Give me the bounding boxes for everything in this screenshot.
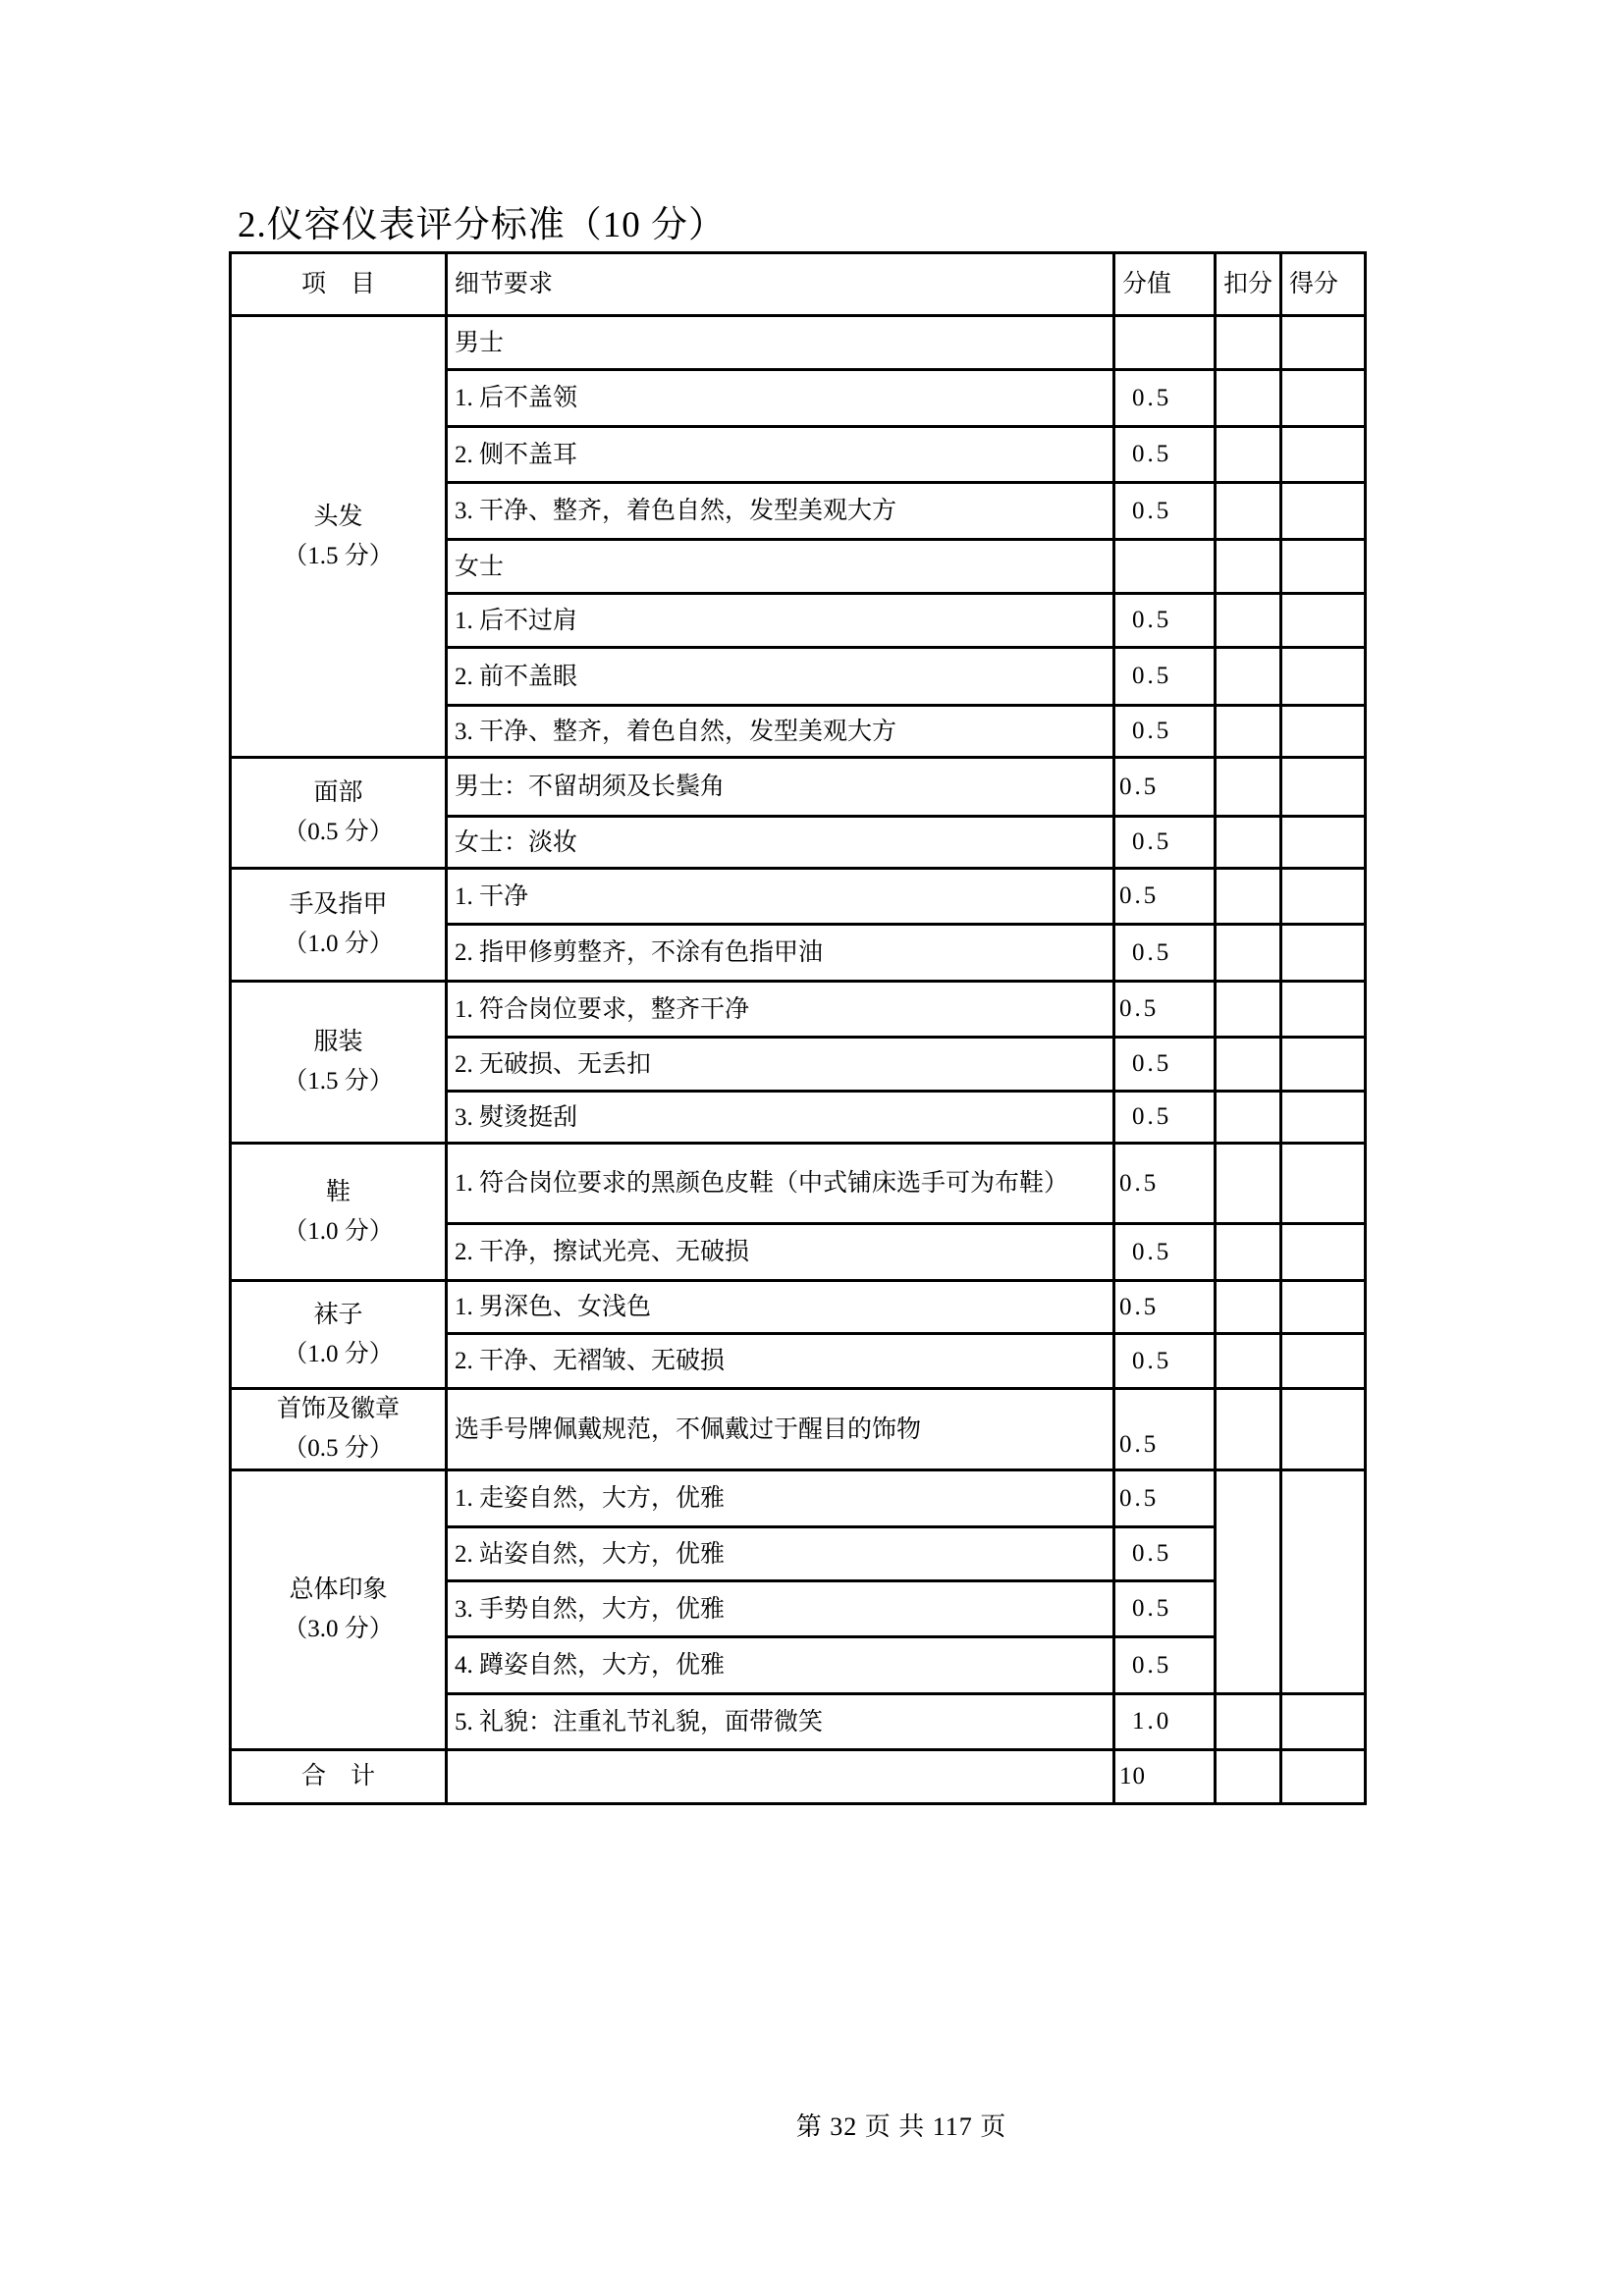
deduction-cell xyxy=(1216,1694,1281,1750)
table-row xyxy=(231,758,1366,817)
detail-cell: 4. 蹲姿自然，大方，优雅 xyxy=(447,1637,1114,1694)
detail-cell: 3. 干净、整齐，着色自然，发型美观大方 xyxy=(447,483,1114,540)
item-label: 鞋 xyxy=(325,1178,351,1205)
header-deduction: 扣分 xyxy=(1216,253,1281,316)
score-cell xyxy=(1281,706,1366,758)
score-cell xyxy=(1281,925,1366,982)
deduction-cell xyxy=(1216,370,1281,427)
table-row xyxy=(231,1389,1366,1470)
score-cell xyxy=(1281,1470,1366,1694)
score-cell xyxy=(1281,483,1366,540)
score-cell xyxy=(1281,1694,1366,1750)
value-cell: 0.5 xyxy=(1114,869,1216,925)
deduction-cell xyxy=(1216,1092,1281,1144)
item-cell xyxy=(231,1389,447,1470)
table-row xyxy=(231,1281,1366,1334)
item-points: （3.0 分） xyxy=(283,1616,394,1642)
item-points: （1.0 分） xyxy=(283,931,394,957)
table-row xyxy=(231,982,1366,1038)
item-cell xyxy=(231,758,447,869)
score-cell xyxy=(1281,1281,1366,1334)
score-cell xyxy=(1281,370,1366,427)
deduction-cell xyxy=(1216,925,1281,982)
detail-cell: 2. 前不盖眼 xyxy=(447,648,1114,706)
deduction-cell xyxy=(1216,706,1281,758)
deduction-cell xyxy=(1216,1334,1281,1389)
item-label: 袜子 xyxy=(313,1301,363,1328)
deduction-cell xyxy=(1216,1470,1281,1694)
value-cell: 0.5 xyxy=(1114,982,1216,1038)
deduction-cell xyxy=(1216,817,1281,869)
detail-cell: 1. 后不盖领 xyxy=(447,370,1114,427)
score-cell xyxy=(1281,316,1366,370)
value-cell: 0.5 xyxy=(1114,1581,1216,1637)
score-cell xyxy=(1281,1334,1366,1389)
detail-cell: 5. 礼貌：注重礼节礼貌，面带微笑 xyxy=(447,1694,1114,1750)
detail-cell: 女士：淡妆 xyxy=(447,817,1114,869)
item-points: （0.5 分） xyxy=(283,819,394,845)
item-cell xyxy=(231,869,447,982)
item-label: 面部 xyxy=(313,779,363,806)
item-label: 服装 xyxy=(313,1029,363,1055)
scoring-table xyxy=(229,251,1367,1805)
deduction-cell xyxy=(1216,1750,1281,1804)
item-points: （1.0 分） xyxy=(283,1217,394,1245)
value-cell: 0.5 xyxy=(1114,1470,1216,1527)
score-cell xyxy=(1281,1750,1366,1804)
detail-cell: 男士：不留胡须及长鬓角 xyxy=(447,758,1114,817)
value-cell: 0.5 xyxy=(1114,817,1216,869)
table-header-row xyxy=(231,253,1366,316)
detail-cell: 3. 干净、整齐，着色自然，发型美观大方 xyxy=(447,706,1114,758)
deduction-cell xyxy=(1216,1281,1281,1334)
value-cell: 0.5 xyxy=(1114,1038,1216,1092)
deduction-cell xyxy=(1216,1038,1281,1092)
detail-cell: 2. 干净、无褶皱、无破损 xyxy=(447,1334,1114,1389)
header-value: 分值 xyxy=(1114,253,1216,316)
deduction-cell xyxy=(1216,1224,1281,1281)
page-title: 2.仪容仪表评分标准（10 分） xyxy=(238,205,726,245)
detail-cell: 2. 无破损、无丢扣 xyxy=(447,1038,1114,1092)
detail-cell: 1. 干净 xyxy=(447,869,1114,925)
deduction-cell xyxy=(1216,648,1281,706)
detail-cell: 1. 走姿自然，大方，优雅 xyxy=(447,1470,1114,1527)
value-cell: 0.5 xyxy=(1114,483,1216,540)
value-cell: 0.5 xyxy=(1114,1527,1216,1581)
item-cell xyxy=(231,316,447,758)
table-row xyxy=(231,316,1366,370)
detail-cell: 3. 手势自然，大方，优雅 xyxy=(447,1581,1114,1637)
header-detail: 细节要求 xyxy=(447,253,1114,316)
detail-cell: 女士 xyxy=(447,540,1114,594)
item-points: （0.5 分） xyxy=(283,1435,394,1462)
value-cell: 0.5 xyxy=(1114,1637,1216,1694)
value-cell: 0.5 xyxy=(1114,1389,1216,1470)
value-cell: 0.5 xyxy=(1114,594,1216,648)
detail-cell: 3. 熨烫挺刮 xyxy=(447,1092,1114,1144)
header-score: 得分 xyxy=(1281,253,1366,316)
detail-cell: 1. 符合岗位要求，整齐干净 xyxy=(447,982,1114,1038)
deduction-cell xyxy=(1216,758,1281,817)
value-cell: 0.5 xyxy=(1114,1281,1216,1334)
detail-cell: 1. 后不过肩 xyxy=(447,594,1114,648)
score-cell xyxy=(1281,540,1366,594)
value-cell xyxy=(1114,316,1216,370)
score-cell xyxy=(1281,758,1366,817)
item-cell xyxy=(231,982,447,1144)
score-cell xyxy=(1281,1389,1366,1470)
item-label: 手及指甲 xyxy=(289,891,388,918)
value-cell xyxy=(1114,540,1216,594)
value-cell: 0.5 xyxy=(1114,1224,1216,1281)
value-cell: 0.5 xyxy=(1114,706,1216,758)
table-row xyxy=(231,1144,1366,1224)
score-cell xyxy=(1281,982,1366,1038)
deduction-cell xyxy=(1216,316,1281,370)
deduction-cell xyxy=(1216,1144,1281,1224)
detail-cell: 1. 男深色、女浅色 xyxy=(447,1281,1114,1334)
value-cell: 0.5 xyxy=(1114,925,1216,982)
total-value-cell: 10 xyxy=(1114,1750,1216,1804)
value-cell: 1.0 xyxy=(1114,1694,1216,1750)
deduction-cell xyxy=(1216,594,1281,648)
detail-cell: 2. 指甲修剪整齐，不涂有色指甲油 xyxy=(447,925,1114,982)
header-item: 项 目 xyxy=(231,253,447,316)
table-row xyxy=(231,1470,1366,1527)
score-cell xyxy=(1281,594,1366,648)
detail-cell: 1. 符合岗位要求的黑颜色皮鞋（中式铺床选手可为布鞋） xyxy=(447,1144,1114,1224)
total-label-cell: 合 计 xyxy=(231,1750,447,1804)
detail-cell: 2. 侧不盖耳 xyxy=(447,427,1114,483)
score-cell xyxy=(1281,648,1366,706)
item-cell xyxy=(231,1470,447,1750)
score-cell xyxy=(1281,1144,1366,1224)
deduction-cell xyxy=(1216,540,1281,594)
item-label: 头发 xyxy=(313,503,363,530)
deduction-cell xyxy=(1216,1389,1281,1470)
detail-cell: 2. 站姿自然，大方，优雅 xyxy=(447,1527,1114,1581)
score-cell xyxy=(1281,1038,1366,1092)
item-points: （1.5 分） xyxy=(283,1068,394,1095)
value-cell: 0.5 xyxy=(1114,648,1216,706)
detail-cell xyxy=(447,1750,1114,1804)
deduction-cell xyxy=(1216,483,1281,540)
item-label: 首饰及徽章 xyxy=(276,1396,400,1422)
value-cell: 0.5 xyxy=(1114,1334,1216,1389)
detail-cell: 选手号牌佩戴规范，不佩戴过于醒目的饰物 xyxy=(447,1389,1114,1470)
value-cell: 0.5 xyxy=(1114,1144,1216,1224)
score-cell xyxy=(1281,427,1366,483)
deduction-cell xyxy=(1216,869,1281,925)
detail-cell: 2. 干净，擦试光亮、无破损 xyxy=(447,1224,1114,1281)
value-cell: 0.5 xyxy=(1114,1092,1216,1144)
item-cell xyxy=(231,1144,447,1281)
value-cell: 0.5 xyxy=(1114,370,1216,427)
item-label: 总体印象 xyxy=(289,1576,388,1603)
value-cell: 0.5 xyxy=(1114,427,1216,483)
value-cell: 0.5 xyxy=(1114,758,1216,817)
score-cell xyxy=(1281,869,1366,925)
score-cell xyxy=(1281,817,1366,869)
detail-cell: 男士 xyxy=(447,316,1114,370)
item-points: （1.5 分） xyxy=(283,542,394,569)
page-footer: 第 32 页 共 117 页 xyxy=(795,2112,1007,2141)
deduction-cell xyxy=(1216,427,1281,483)
table-row xyxy=(231,869,1366,925)
total-row xyxy=(231,1750,1366,1804)
deduction-cell xyxy=(1216,982,1281,1038)
item-points: （1.0 分） xyxy=(283,1340,394,1367)
item-cell xyxy=(231,1281,447,1389)
score-cell xyxy=(1281,1224,1366,1281)
score-cell xyxy=(1281,1092,1366,1144)
